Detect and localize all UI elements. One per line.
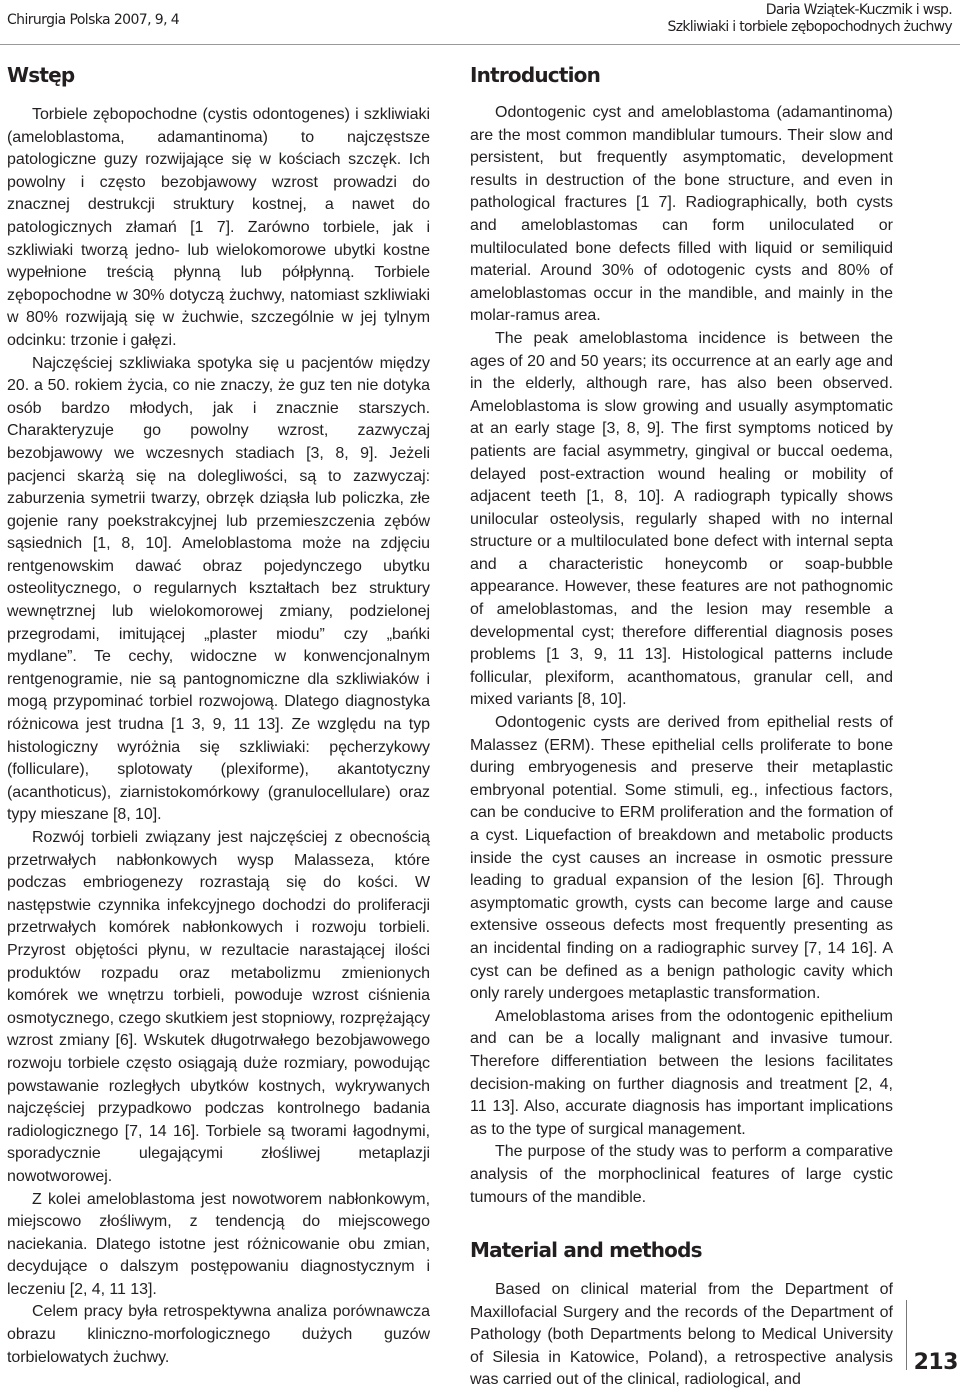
section-heading-material-methods: Material and methods <box>470 1238 702 1263</box>
page-number-rule <box>906 1300 907 1370</box>
journal-citation: Chirurgia Polska 2007, 9, 4 <box>7 12 180 28</box>
section-heading-introduction: Introduction <box>470 63 601 87</box>
paragraph: The peak ameloblastoma incidence is between the ages of 20 and 50 years; its occurrence at an early age and in the elderly, although rare, has also been observed. Ameloblastoma is slow growing and usually asymptomatic at an early stage [3, 8, 9]. The first symptoms noticed by patients are facial asymmetry, gingival or buccal oedema, delayed post-extraction wound healing or mobility of adjacent teeth [1, 8, 10]. A radiograph typically shows unilocular osteolysis, regularly shaped with no internal structure or a multiloculated bone defect with internal septa and a characteristic honeycomb or soap-bubble appearance. However, these features are not pathognomic of ameloblastomas, and the lesion may resemble a developmental cyst; therefore differential diagnosis poses problems [1 3, 9, 11 13]. Histological patterns include follicular, plexiform, acanthomatous, granular cell, and mixed variants [8, 10]. <box>470 329 893 709</box>
header-divider <box>0 44 960 45</box>
running-header <box>668 2 952 36</box>
paragraph: Z kolei ameloblastoma jest nowotworem nabłonkowym, miejscowo złośliwym, z tendencją do miejscowego naciekania. Dlatego istotne jest różnicowanie obu zmian, decydujące o dalszym postępowaniu diagnostycznym i leczeniu [2, 4, 11 13]. <box>7 1190 430 1298</box>
paragraph: Najczęściej szkliwiaka spotyka się u pacjentów między 20. a 50. rokiem życia, co nie znaczy, że guz ten nie dotyka osób bardzo młodych, jak i znacznie starszych. Charakteryzuje go powolny wzrost, zazwyczaj bezobjawowy we wczesnych stadiach [3, 8, 9]. Jeżeli pacjenci skarżą się na dolegliwości, są to zazwyczaj: zaburzenia symetrii twarzy, obrzęk dziąsła lub policzka, złe gojenie rany poekstrakcyjnej lub przemieszczenia zębów sąsiednich [1, 8, 10]. Ameloblastoma może na zdjęciu rentgenowskim dawać obraz pojedynczego ubytku osteolitycznego, o regularnych kształtach bez struktury wewnętrznej lub wielokomorowej zmiany, podzielonej przegrodami, imitującej „plaster miodu” czy „bańki mydlane”. Te cechy, widoczne w konwencjonalnym rentgenogramie, nie są pantognomiczne dla szkliwiaków i mogą przypominać torbiel rozwojową. Dlatego diagnostyka różnicowa jest trudna [1 3, 9, 11 13]. Ze względu na typ histologiczny wyróżnia się szkliwiaki: pęcherzykowy (folliculare), splotowaty (plexiforme), akantotyczny (acanthoticus), ziarnistokomórkowy (granulocellulare) oraz typy mieszane [8, 10]. <box>7 354 430 824</box>
paragraph: Rozwój torbieli związany jest najczęściej z obecnością przetrwałych nabłonkowych wysp Malasseza, które podczas embriogenezy rozrastają się do kości. W następstwie czynnika infekcyjnego dochodzi do proliferacji przetrwałych komórek nabłonkowych i rozwoju torbieli. Przyrost objętości płynu, w rezultacie narastającej ilości produktów rozpadu oraz metabolizmu zmienionych komórek we wnętrzu torbieli, powoduje wzrost ciśnienia osmotycznego, czego skutkiem jest stopniowy, rozprężający wzrost zmiany [6]. Wskutek długotrwałego bezobjawowego rozwoju torbiele często osiągają duże rozmiary, powodując powstawanie rozległych ubytków kostnych, wykrywanych najczęściej przypadkowo podczas kontrolnego badania radiologicznego [7, 14 16]. Torbiele są tworami łagodnymi, sporadycznie ulegającymi złośliwej metaplazji nowotworowej. <box>7 829 430 1185</box>
paragraph: Torbiele zębopochodne (cystis odontogenes) i szkliwiaki (ameloblastoma, adamantinoma) to najczęstsze patologiczne guzy rozwijające się w kościach szczęk. Ich powolny i często bezobjawowy wzrost prowadzi do znacznej destrukcji struktury kostnej, a nawet do patologicznych złamań [1 7]. Zarówno torbiele, jak i szkliwiaki tworzą jedno- lub wielokomorowe ubytki kostne wypełnione treścią płynną lub półpłynną. Torbiele zębopochodne w 30% dotyczą żuchwy, natomiast szkliwiaki w 80% rozwijają się w żuchwie, szczególnie w jej tylnym odcinku: trzonie i gałęzi. <box>7 106 430 349</box>
paragraph: Odontogenic cysts are derived from epithelial rests of Malassez (ERM). These epithelial cells proliferate to bone during embryogenesis and preserve their metaplastic embryonal potential. Some stimuli, eg., infectious factors, can be conducive to ERM proliferation and the formation of a cyst. Liquefaction of breakdown and metabolic products inside the cyst causes an increase in osmotic pressure leading to gradual expansion of the lesion [6]. Through asymptomatic growth, cysts can become large and cause extensive osseous defects most frequently presenting as an incidental finding on a radiographic survey [7, 14 16]. A cyst can be defined as a benign pathologic cavity which only rarely undergoes metaplastic transformation. <box>470 714 893 1003</box>
paragraph: The purpose of the study was to perform a comparative analysis of the morphoclinical features of large cystic tumours of the mandible. <box>470 1143 893 1206</box>
page-number: 213 <box>913 1350 958 1375</box>
polish-column <box>7 60 430 1369</box>
header-running-title: Szkliwiaki i torbiele zębopochodnych żuchwy <box>667 19 952 35</box>
paragraph: Odontogenic cyst and ameloblastoma (adamantinoma) are the most common mandiblular tumours. Their slow and persistent, but frequently asymptomatic, development results in destruction of the bone structure, and even in pathological fractures [1 7]. Radiographically, both cysts and ameloblastomas can form uniloculated or multiloculated bone defects filled with liquid or semiliquid material. Around 30% of odotogenic cysts and 80% of ameloblastomas occur in the mandible, and mainly in the molar-ramus area. <box>470 104 893 325</box>
section-heading-wstep: Wstęp <box>7 63 75 87</box>
paragraph: Ameloblastoma arises from the odontogenic epithelium and can be a locally malignant and invasive tumour. Therefore differentiation between the lesions facilitates decision-making on further diagnosis and treatment [2, 4, 11 13]. Also, accurate diagnosis has important implications as to the type of surgical management. <box>470 1007 893 1138</box>
header-authors: Daria Wziątek-Kuczmik i wsp. <box>765 2 952 18</box>
english-column <box>470 60 893 1392</box>
paragraph: Celem pracy była retrospektywna analiza porównawcza obrazu kliniczno-morfologicznego dużych guzów torbielowatych żuchwy. <box>7 1303 430 1366</box>
paragraph: Based on clinical material from the Department of Maxillofacial Surgery and the records of the Department of Pathology (both Departments belong to Medical University of Silesia in Katowice, Poland), a retrospective analysis was carried out of the clinical, radiological, and <box>470 1281 893 1389</box>
